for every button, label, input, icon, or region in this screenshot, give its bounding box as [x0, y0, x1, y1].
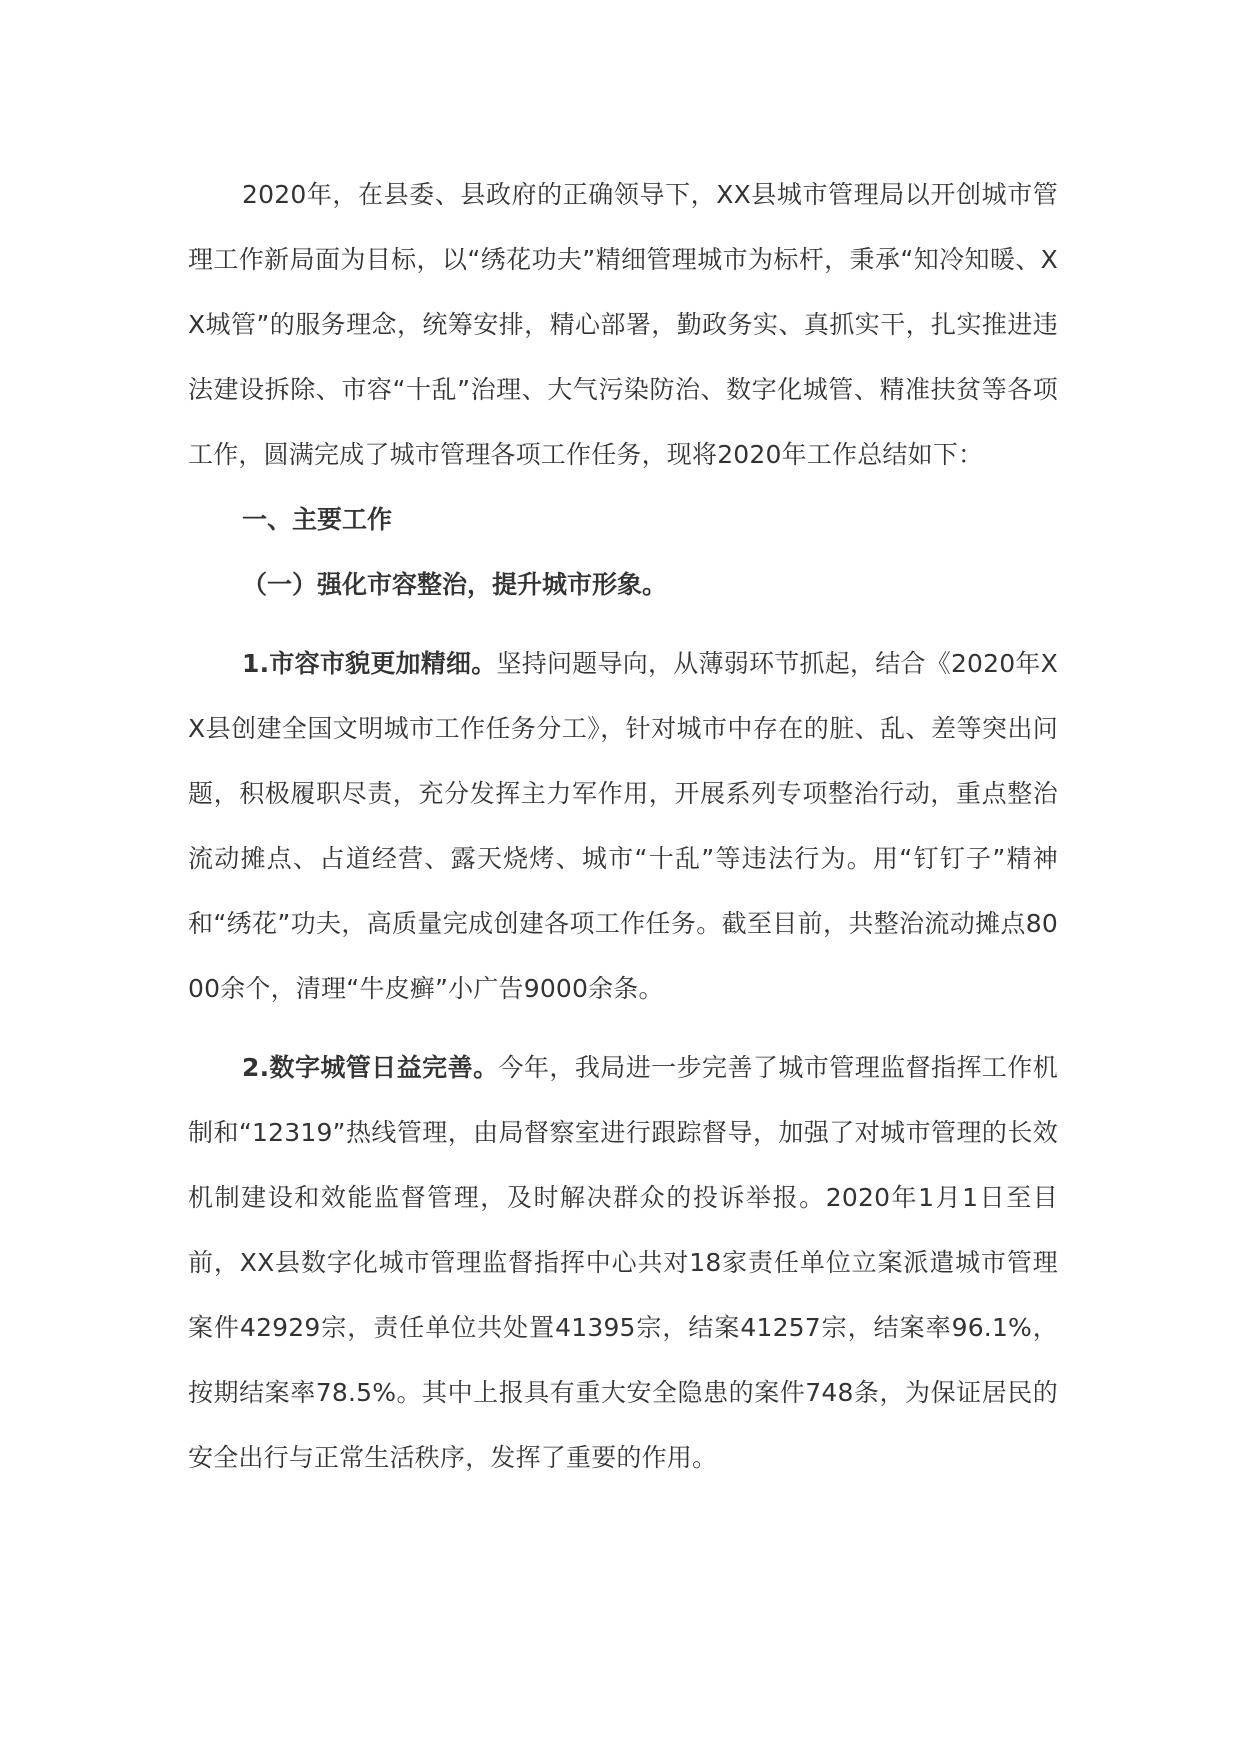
item-text-1: 坚持问题导向，从薄弱环节抓起，结合《2020年XX县创建全国文明城市工作任务分工》，针对城市中存在的脏、乱、差等突出问题，积极履职尽责，充分发挥主力军作用，开展系列专项整治行动，重点整治流动摊点、占道经营、露天烧烤、城市“十乱”等违法行为。用“钉钉子”精神和“绣花”功夫，高质量完成创建各项工作任务。截至目前，共整治流动摊点8000余个，清理“牛皮癣”小广告9000余条。	[188, 649, 1058, 1003]
item-lead-1: 1.市容市貌更加精细。	[242, 649, 497, 678]
spacer	[188, 1021, 1058, 1035]
section-heading: 一、主要工作	[242, 505, 393, 534]
spacer	[188, 617, 1058, 631]
subsection-heading: （一）强化市容整治，提升城市形象。	[242, 570, 668, 599]
item-paragraph-1	[188, 631, 1058, 1021]
item-text-2: 今年，我局进一步完善了城市管理监督指挥工作机制和“12319”热线管理，由局督察室进行跟踪督导，加强了对城市管理的长效机制建设和效能监督管理，及时解决群众的投诉举报。2020年1月1日至目前，XX县数字化城市管理监督指挥中心共对18家责任单位立案派遣城市管理案件42929宗，责任单位共处置41395宗，结案41257宗，结案率96.1%，按期结案率78.5%。其中上报具有重大安全隐患的案件748条，为保证居民的安全出行与正常生活秩序，发挥了重要的作用。	[188, 1053, 1058, 1472]
item-lead-2: 2.数字城管日益完善。	[242, 1053, 499, 1082]
document-body	[188, 162, 1058, 1490]
intro-paragraph: 2020年，在县委、县政府的正确领导下，XX县城市管理局以开创城市管理工作新局面为目标，以“绣花功夫”精细管理城市为标杆，秉承“知冷知暖、XX城管”的服务理念，统筹安排，精心部署，勤政务实、真抓实干，扎实推进违法建设拆除、市容“十乱”治理、大气污染防治、数字化城管、精准扶贫等各项工作，圆满完成了城市管理各项工作任务，现将2020年工作总结如下：	[188, 180, 1058, 469]
item-paragraph-2	[188, 1035, 1058, 1490]
